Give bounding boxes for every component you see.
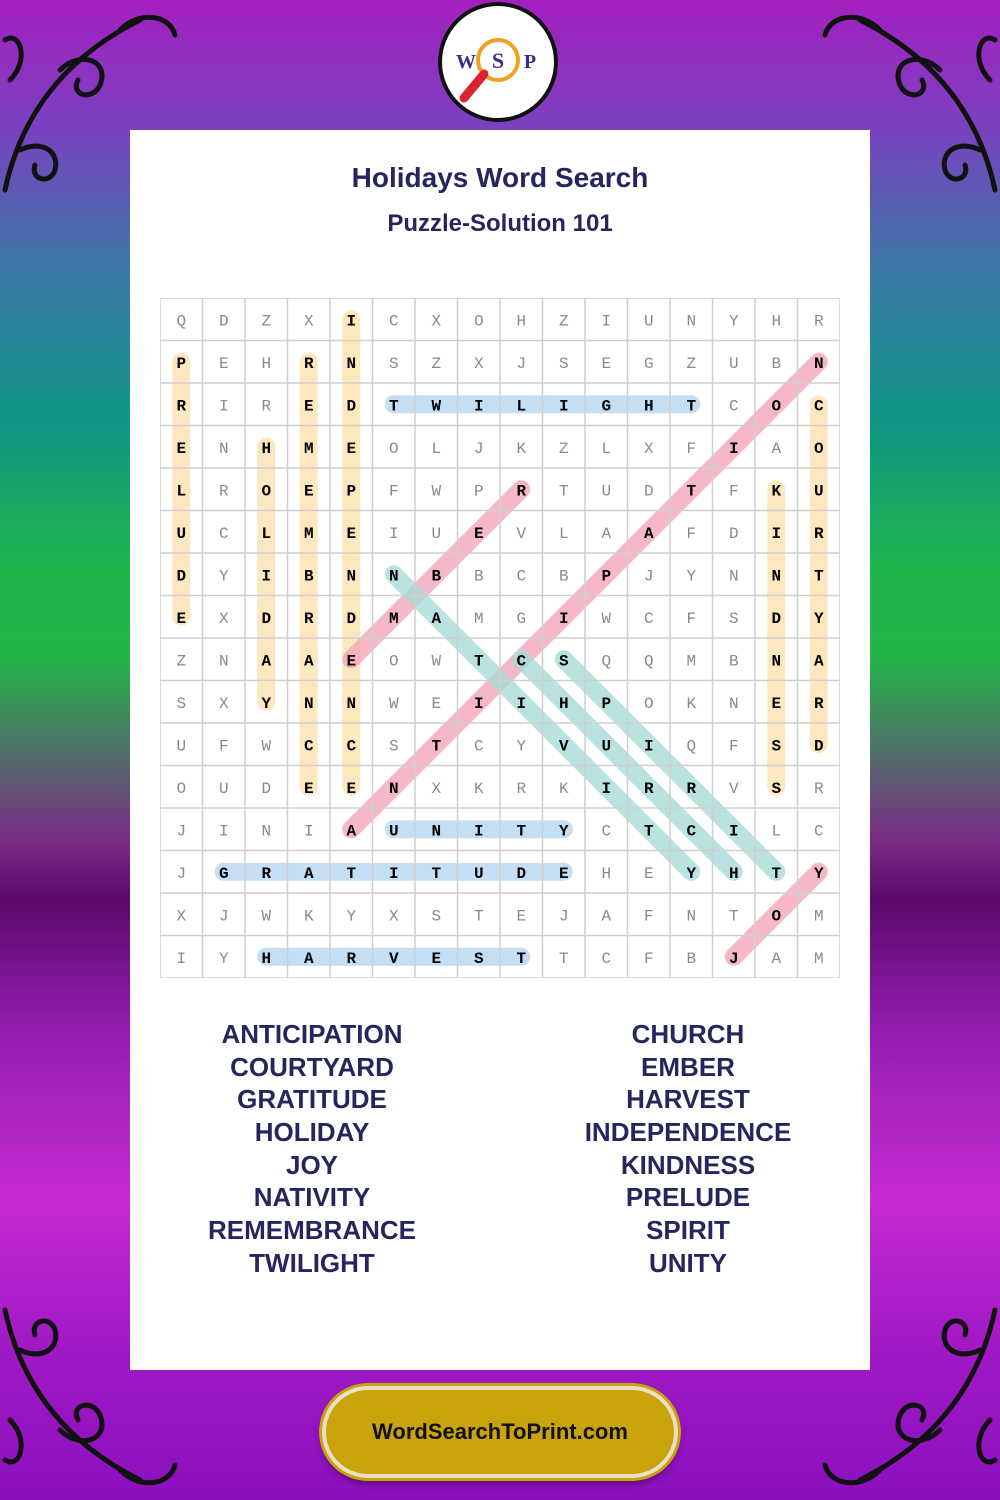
grid-cell-letter[interactable]: E bbox=[346, 524, 357, 543]
grid-cell-letter[interactable]: N bbox=[431, 822, 442, 841]
word-list-item: INDEPENDENCE bbox=[584, 1117, 792, 1148]
grid-cell-letter[interactable]: Y bbox=[261, 694, 272, 713]
grid-cell-letter[interactable]: I bbox=[473, 694, 484, 713]
grid-cell-letter[interactable]: A bbox=[346, 822, 357, 841]
grid-cell-letter[interactable]: B bbox=[728, 652, 739, 671]
grid-cell-letter[interactable]: H bbox=[728, 864, 739, 883]
grid-cell-letter[interactable]: D bbox=[516, 864, 527, 883]
grid-cell-letter[interactable]: G bbox=[516, 609, 527, 628]
grid-cell-letter[interactable]: T bbox=[558, 482, 569, 501]
grid-cell-letter[interactable]: A bbox=[303, 864, 314, 883]
grid-cell-letter[interactable]: U bbox=[388, 822, 399, 841]
grid-cell-letter[interactable]: I bbox=[473, 822, 484, 841]
grid-cell-letter[interactable]: I bbox=[388, 864, 399, 883]
grid-cell-letter[interactable]: F bbox=[643, 949, 654, 968]
grid-cell-letter[interactable]: A bbox=[601, 907, 612, 926]
grid-cell-letter[interactable]: T bbox=[686, 482, 697, 501]
grid-cell-letter[interactable]: K bbox=[516, 439, 527, 458]
logo-letter-w: W bbox=[456, 51, 476, 73]
grid-cell-letter[interactable]: I bbox=[218, 397, 229, 416]
grid-cell-letter[interactable]: T bbox=[771, 864, 782, 883]
grid-cell-letter[interactable]: N bbox=[813, 354, 824, 373]
grid-cell-letter[interactable]: B bbox=[558, 567, 569, 586]
grid-cell-letter[interactable]: T bbox=[558, 949, 569, 968]
grid-cell-letter[interactable]: F bbox=[728, 737, 739, 756]
grid-cell-letter[interactable]: R bbox=[516, 779, 527, 798]
puzzle-subtitle: Puzzle-Solution 101 bbox=[387, 210, 613, 237]
word-list-item: COURTYARD bbox=[230, 1051, 394, 1082]
grid-cell-letter[interactable]: C bbox=[643, 609, 654, 628]
grid-cell-letter[interactable]: H bbox=[771, 312, 782, 331]
grid-cell-letter[interactable]: C bbox=[516, 652, 527, 671]
grid-cell-letter[interactable]: V bbox=[516, 524, 527, 543]
grid-cell-letter[interactable]: E bbox=[431, 949, 442, 968]
grid-cell-letter[interactable]: Z bbox=[261, 312, 272, 331]
grid-cell-letter[interactable]: E bbox=[303, 779, 314, 798]
grid-cell-letter[interactable]: U bbox=[176, 737, 187, 756]
grid-cell-letter[interactable]: O bbox=[771, 907, 782, 926]
grid-cell-letter[interactable]: X bbox=[431, 312, 442, 331]
grid-cell-letter[interactable]: V bbox=[388, 949, 399, 968]
grid-cell-letter[interactable]: Y bbox=[218, 949, 229, 968]
grid-cell-letter[interactable]: A bbox=[813, 652, 824, 671]
grid-cell-letter[interactable]: I bbox=[218, 822, 229, 841]
grid-cell-letter[interactable]: L bbox=[261, 524, 272, 543]
grid-cell-letter[interactable]: W bbox=[431, 397, 442, 416]
grid-cell-letter[interactable]: F bbox=[686, 524, 697, 543]
grid-cell-letter[interactable]: J bbox=[558, 907, 569, 926]
grid-cell-letter[interactable]: G bbox=[601, 397, 612, 416]
grid-cell-letter[interactable]: Q bbox=[643, 652, 654, 671]
grid-cell-letter[interactable]: T bbox=[346, 864, 357, 883]
word-list-item: REMEMBRANCE bbox=[208, 1215, 416, 1246]
grid-cell-letter[interactable]: C bbox=[516, 567, 527, 586]
grid-cell-letter[interactable]: H bbox=[261, 354, 272, 373]
grid-cell-letter[interactable]: U bbox=[601, 482, 612, 501]
grid-cell-letter[interactable]: T bbox=[516, 822, 527, 841]
grid-cell-letter[interactable]: L bbox=[558, 524, 569, 543]
grid-cell-letter[interactable]: I bbox=[516, 694, 527, 713]
grid-cell-letter[interactable]: I bbox=[558, 609, 569, 628]
grid-cell-letter[interactable]: R bbox=[686, 779, 697, 798]
grid-cell-letter[interactable]: Y bbox=[686, 864, 697, 883]
grid-cell-letter[interactable]: C bbox=[346, 737, 357, 756]
grid-cell-letter[interactable]: S bbox=[473, 949, 484, 968]
grid-cell-letter[interactable]: J bbox=[218, 907, 229, 926]
grid-cell-letter[interactable]: A bbox=[643, 524, 654, 543]
grid-cell-letter[interactable]: O bbox=[388, 439, 399, 458]
grid-cell-letter[interactable]: T bbox=[388, 397, 399, 416]
grid-cell-letter[interactable]: P bbox=[176, 354, 187, 373]
grid-cell-letter[interactable]: S bbox=[176, 694, 187, 713]
grid-cell-letter[interactable]: N bbox=[218, 652, 229, 671]
grid-cell-letter[interactable]: X bbox=[176, 907, 187, 926]
grid-cell-letter[interactable]: I bbox=[558, 397, 569, 416]
grid-cell-letter[interactable]: B bbox=[686, 949, 697, 968]
word-list-right bbox=[508, 1018, 868, 1280]
word-list-item: JOY bbox=[285, 1149, 339, 1180]
grid-cell-letter[interactable]: C bbox=[686, 822, 697, 841]
grid-cell-letter[interactable]: R bbox=[261, 864, 272, 883]
word-list-item: UNITY bbox=[649, 1247, 727, 1278]
grid-cell-letter[interactable]: Q bbox=[176, 312, 187, 331]
grid-cell-letter[interactable]: N bbox=[303, 694, 314, 713]
grid-cell-letter[interactable]: N bbox=[346, 567, 357, 586]
grid-cell-letter[interactable]: C bbox=[303, 737, 314, 756]
grid-cell-letter[interactable]: O bbox=[261, 482, 272, 501]
grid-cell-letter[interactable]: T bbox=[473, 907, 484, 926]
grid-cell-letter[interactable]: H bbox=[643, 397, 654, 416]
grid-cell-letter[interactable]: Y bbox=[728, 312, 739, 331]
grid-cell-letter[interactable]: J bbox=[728, 949, 739, 968]
grid-cell-letter[interactable]: V bbox=[558, 737, 569, 756]
grid-cell-letter[interactable]: E bbox=[643, 864, 654, 883]
grid-cell-letter[interactable]: R bbox=[303, 354, 314, 373]
grid-cell-letter[interactable]: U bbox=[176, 524, 187, 543]
grid-cell-letter[interactable]: D bbox=[813, 737, 824, 756]
grid-cell-letter[interactable]: N bbox=[346, 354, 357, 373]
grid-cell-letter[interactable]: H bbox=[261, 439, 272, 458]
grid-cell-letter[interactable]: J bbox=[176, 864, 187, 883]
grid-cell-letter[interactable]: P bbox=[601, 567, 612, 586]
grid-cell-letter[interactable]: X bbox=[218, 609, 229, 628]
grid-cell-letter[interactable]: S bbox=[771, 779, 782, 798]
grid-cell-letter[interactable]: E bbox=[473, 524, 484, 543]
grid-cell-letter[interactable]: X bbox=[388, 907, 399, 926]
grid-cell-letter[interactable]: L bbox=[601, 439, 612, 458]
grid-cell-letter[interactable]: Y bbox=[813, 609, 824, 628]
grid-cell-letter[interactable]: L bbox=[431, 439, 442, 458]
word-list-item: HOLIDAY bbox=[254, 1117, 370, 1148]
puzzle-title: Holidays Word Search bbox=[351, 162, 649, 193]
grid-cell-letter[interactable]: Z bbox=[558, 312, 569, 331]
grid-cell-letter[interactable]: D bbox=[346, 609, 357, 628]
grid-cell-letter[interactable]: Y bbox=[813, 864, 824, 883]
grid-cell-letter[interactable]: U bbox=[728, 354, 739, 373]
grid-cell-letter[interactable]: O bbox=[473, 312, 484, 331]
grid-cell-letter[interactable]: I bbox=[176, 949, 187, 968]
grid-cell-letter[interactable]: M bbox=[388, 609, 399, 628]
grid-cell-letter[interactable]: E bbox=[218, 354, 229, 373]
word-list-item: NATIVITY bbox=[253, 1182, 371, 1213]
grid-cell-letter[interactable]: T bbox=[431, 864, 442, 883]
grid-cell-letter[interactable]: P bbox=[346, 482, 357, 501]
grid-cell-letter[interactable]: N bbox=[346, 694, 357, 713]
grid-cell-letter[interactable]: N bbox=[388, 779, 399, 798]
grid-cell-letter[interactable]: J bbox=[516, 354, 527, 373]
grid-cell-letter[interactable]: I bbox=[728, 822, 739, 841]
grid-cell-letter[interactable]: C bbox=[601, 949, 612, 968]
word-list-item: TWILIGHT bbox=[249, 1247, 375, 1278]
grid-cell-letter[interactable]: R bbox=[813, 312, 824, 331]
grid-cell-letter[interactable]: I bbox=[303, 822, 314, 841]
grid-cell-letter[interactable]: M bbox=[813, 949, 824, 968]
grid-cell-letter[interactable]: D bbox=[728, 524, 739, 543]
grid-cell-letter[interactable]: C bbox=[601, 822, 612, 841]
grid-cell-letter[interactable]: D bbox=[771, 609, 782, 628]
grid-cell-letter[interactable]: I bbox=[728, 439, 739, 458]
grid-cell-letter[interactable]: I bbox=[473, 397, 484, 416]
grid-cell-letter[interactable]: B bbox=[303, 567, 314, 586]
word-list-item: KINDNESS bbox=[620, 1149, 756, 1180]
grid-cell-letter[interactable]: O bbox=[176, 779, 187, 798]
grid-cell-letter[interactable]: G bbox=[643, 354, 654, 373]
grid-cell-letter[interactable]: O bbox=[388, 652, 399, 671]
grid-cell-letter[interactable]: E bbox=[303, 397, 314, 416]
grid-cell-letter[interactable]: R bbox=[643, 779, 654, 798]
grid-cell-letter[interactable]: F bbox=[388, 482, 399, 501]
grid-cell-letter[interactable]: N bbox=[771, 652, 782, 671]
grid-cell-letter[interactable]: U bbox=[601, 737, 612, 756]
grid-cell-letter[interactable]: C bbox=[813, 397, 824, 416]
grid-cell-letter[interactable]: I bbox=[601, 312, 612, 331]
grid-cell-letter[interactable]: K bbox=[686, 694, 697, 713]
grid-cell-letter[interactable]: K bbox=[303, 907, 314, 926]
grid-cell-letter[interactable]: K bbox=[473, 779, 484, 798]
grid-cell-letter[interactable]: D bbox=[218, 312, 229, 331]
grid-cell-letter[interactable]: T bbox=[728, 907, 739, 926]
grid-cell-letter[interactable]: T bbox=[686, 397, 697, 416]
word-list-item: EMBER bbox=[641, 1051, 735, 1082]
grid-cell-letter[interactable]: J bbox=[176, 822, 187, 841]
grid-cell-letter[interactable]: X bbox=[473, 354, 484, 373]
grid-cell-letter[interactable]: P bbox=[601, 694, 612, 713]
grid-cell-letter[interactable]: L bbox=[516, 397, 527, 416]
grid-cell-letter[interactable]: X bbox=[643, 439, 654, 458]
grid-cell-letter[interactable]: C bbox=[473, 737, 484, 756]
grid-cell-letter[interactable]: Y bbox=[516, 737, 527, 756]
grid-cell-letter[interactable]: D bbox=[176, 567, 187, 586]
grid-cell-letter[interactable]: R bbox=[218, 482, 229, 501]
grid-cell-letter[interactable]: Q bbox=[686, 737, 697, 756]
grid-cell-letter[interactable]: Y bbox=[218, 567, 229, 586]
word-list-item: PRELUDE bbox=[625, 1182, 751, 1213]
grid-cell-letter[interactable]: F bbox=[643, 907, 654, 926]
grid-cell-letter[interactable]: Z bbox=[686, 354, 697, 373]
grid-cell-letter[interactable]: D bbox=[261, 779, 272, 798]
grid-cell-letter[interactable]: G bbox=[218, 864, 229, 883]
grid-cell-letter[interactable]: S bbox=[771, 737, 782, 756]
grid-cell-letter[interactable]: A bbox=[431, 609, 442, 628]
grid-cell-letter[interactable]: R bbox=[303, 609, 314, 628]
grid-cell-letter[interactable]: L bbox=[771, 822, 782, 841]
grid-cell-letter[interactable]: I bbox=[643, 737, 654, 756]
grid-cell-letter[interactable]: U bbox=[643, 312, 654, 331]
word-list-item: SPIRIT bbox=[646, 1215, 730, 1246]
word-list-item: GRATITUDE bbox=[237, 1084, 387, 1115]
word-list-left bbox=[132, 1018, 492, 1280]
grid-cell-letter[interactable]: T bbox=[813, 567, 824, 586]
grid-cell-letter[interactable]: A bbox=[303, 652, 314, 671]
wsp-logo bbox=[438, 2, 558, 122]
grid-cell-letter[interactable]: S bbox=[388, 354, 399, 373]
grid-cell-letter[interactable]: Y bbox=[686, 567, 697, 586]
grid-cell-letter[interactable]: W bbox=[431, 482, 442, 501]
word-search-grid bbox=[160, 298, 840, 978]
grid-cell-letter[interactable]: E bbox=[516, 907, 527, 926]
grid-cell-letter[interactable]: A bbox=[771, 439, 782, 458]
grid-cell-letter[interactable]: O bbox=[643, 694, 654, 713]
grid-cell-letter[interactable]: A bbox=[601, 524, 612, 543]
grid-cell-letter[interactable]: N bbox=[218, 439, 229, 458]
grid-cell-letter[interactable]: I bbox=[601, 779, 612, 798]
grid-cell-letter[interactable]: U bbox=[813, 482, 824, 501]
grid-cell-letter[interactable]: O bbox=[813, 439, 824, 458]
grid-cell-letter[interactable]: R bbox=[813, 524, 824, 543]
grid-cell-letter[interactable]: H bbox=[558, 694, 569, 713]
grid-cell-letter[interactable]: D bbox=[346, 397, 357, 416]
grid-cell-letter[interactable]: W bbox=[388, 694, 399, 713]
website-link-button[interactable]: WordSearchToPrint.com bbox=[322, 1386, 678, 1478]
grid-cell-letter[interactable]: A bbox=[303, 949, 314, 968]
grid-cell-letter[interactable]: V bbox=[728, 779, 739, 798]
grid-cell-letter[interactable]: E bbox=[601, 354, 612, 373]
grid-cell-letter[interactable]: E bbox=[431, 694, 442, 713]
word-list-item: HARVEST bbox=[626, 1084, 750, 1115]
grid-cell-letter[interactable]: D bbox=[643, 482, 654, 501]
grid-cell-letter[interactable]: M bbox=[813, 907, 824, 926]
grid-cell-letter[interactable]: O bbox=[771, 397, 782, 416]
grid-cell-letter[interactable]: N bbox=[728, 694, 739, 713]
grid-cell-letter[interactable]: N bbox=[771, 567, 782, 586]
grid-cell-letter[interactable]: R bbox=[813, 779, 824, 798]
grid-cell-letter[interactable]: A bbox=[261, 652, 272, 671]
grid-cell-letter[interactable]: Y bbox=[346, 907, 357, 926]
grid-cell-letter[interactable]: M bbox=[303, 439, 314, 458]
grid-cell-letter[interactable]: J bbox=[643, 567, 654, 586]
grid-cell-letter[interactable]: B bbox=[771, 354, 782, 373]
grid-cell-letter[interactable]: Z bbox=[431, 354, 442, 373]
grid-cell-letter[interactable]: E bbox=[176, 609, 187, 628]
grid-cell-letter[interactable]: E bbox=[346, 439, 357, 458]
grid-cell-letter[interactable]: W bbox=[261, 907, 272, 926]
logo-letter-s: S bbox=[491, 48, 505, 73]
grid-cell-letter[interactable]: K bbox=[558, 779, 569, 798]
grid-cell-letter[interactable]: W bbox=[601, 609, 612, 628]
grid-cell-letter[interactable]: N bbox=[686, 907, 697, 926]
grid-cell-letter[interactable]: C bbox=[388, 312, 399, 331]
grid-cell-letter[interactable]: D bbox=[261, 609, 272, 628]
logo-letter-p: P bbox=[523, 51, 537, 73]
grid-cell-letter[interactable]: E bbox=[176, 439, 187, 458]
grid-cell-letter[interactable]: I bbox=[771, 524, 782, 543]
grid-cell-letter[interactable]: I bbox=[261, 567, 272, 586]
grid-cell-letter[interactable]: T bbox=[643, 822, 654, 841]
grid-cell-letter[interactable]: N bbox=[728, 567, 739, 586]
grid-cell-letter[interactable]: Z bbox=[558, 439, 569, 458]
grid-cell-letter[interactable]: R bbox=[346, 949, 357, 968]
grid-cell-letter[interactable]: F bbox=[686, 439, 697, 458]
grid-cell-letter[interactable]: H bbox=[516, 312, 527, 331]
grid-cell-letter[interactable]: J bbox=[473, 439, 484, 458]
grid-cell-letter[interactable]: F bbox=[218, 737, 229, 756]
grid-cell-letter[interactable]: X bbox=[431, 779, 442, 798]
grid-cell-letter[interactable]: I bbox=[346, 312, 357, 331]
grid-cell-letter[interactable]: W bbox=[261, 737, 272, 756]
word-list-item: CHURCH bbox=[631, 1019, 745, 1049]
grid-cell-letter[interactable]: E bbox=[558, 864, 569, 883]
grid-cell-letter[interactable]: M bbox=[473, 609, 484, 628]
grid-cell-letter[interactable]: T bbox=[431, 737, 442, 756]
grid-cell-letter[interactable]: R bbox=[813, 694, 824, 713]
grid-cell-letter[interactable]: H bbox=[601, 864, 612, 883]
grid-cell-letter[interactable]: U bbox=[431, 524, 442, 543]
grid-cell-letter[interactable]: C bbox=[728, 397, 739, 416]
grid-cell-letter[interactable]: U bbox=[473, 864, 484, 883]
grid-cell-letter[interactable]: S bbox=[558, 354, 569, 373]
grid-cell-letter[interactable]: R bbox=[176, 397, 187, 416]
grid-cell-letter[interactable]: S bbox=[558, 652, 569, 671]
grid-cell-letter[interactable]: E bbox=[303, 482, 314, 501]
grid-cell-letter[interactable]: B bbox=[473, 567, 484, 586]
grid-cell-letter[interactable]: W bbox=[431, 652, 442, 671]
grid-cell-letter[interactable]: T bbox=[516, 949, 527, 968]
grid-cell-letter[interactable]: H bbox=[261, 949, 272, 968]
grid-cell-letter[interactable]: R bbox=[516, 482, 527, 501]
grid-cell-letter[interactable]: X bbox=[303, 312, 314, 331]
grid-cell-letter[interactable]: C bbox=[813, 822, 824, 841]
grid-cell-letter[interactable]: N bbox=[261, 822, 272, 841]
grid-cell-letter[interactable]: A bbox=[771, 949, 782, 968]
grid-cell-letter[interactable]: Q bbox=[601, 652, 612, 671]
grid-cell-letter[interactable]: P bbox=[473, 482, 484, 501]
grid-cell-letter[interactable]: L bbox=[176, 482, 187, 501]
grid-cell-letter[interactable]: C bbox=[218, 524, 229, 543]
grid-cell-letter[interactable]: T bbox=[473, 652, 484, 671]
grid-cell-letter[interactable]: F bbox=[728, 482, 739, 501]
word-list-item: ANTICIPATION bbox=[221, 1019, 403, 1049]
grid-cell-letter[interactable]: E bbox=[346, 779, 357, 798]
grid-cell-letter[interactable]: N bbox=[686, 312, 697, 331]
grid-cell-letter[interactable]: Z bbox=[176, 652, 187, 671]
grid-cell-letter[interactable]: R bbox=[261, 397, 272, 416]
grid-cell-letter[interactable]: M bbox=[686, 652, 697, 671]
grid-cell-letter[interactable]: U bbox=[218, 779, 229, 798]
grid-cell-letter[interactable]: F bbox=[686, 609, 697, 628]
grid-cell-letter[interactable]: M bbox=[303, 524, 314, 543]
grid-cell-letter[interactable]: K bbox=[771, 482, 782, 501]
grid-cell-letter[interactable]: S bbox=[728, 609, 739, 628]
grid-cell-letter[interactable]: B bbox=[431, 567, 442, 586]
grid-cell-letter[interactable]: Y bbox=[558, 822, 569, 841]
grid-cell-letter[interactable]: X bbox=[218, 694, 229, 713]
grid-cell-letter[interactable]: S bbox=[388, 737, 399, 756]
grid-cell-letter[interactable]: N bbox=[388, 567, 399, 586]
grid-cell-letter[interactable]: E bbox=[346, 652, 357, 671]
grid-cell-letter[interactable]: E bbox=[771, 694, 782, 713]
grid-cell-letter[interactable]: I bbox=[388, 524, 399, 543]
grid-cell-letter[interactable]: S bbox=[431, 907, 442, 926]
